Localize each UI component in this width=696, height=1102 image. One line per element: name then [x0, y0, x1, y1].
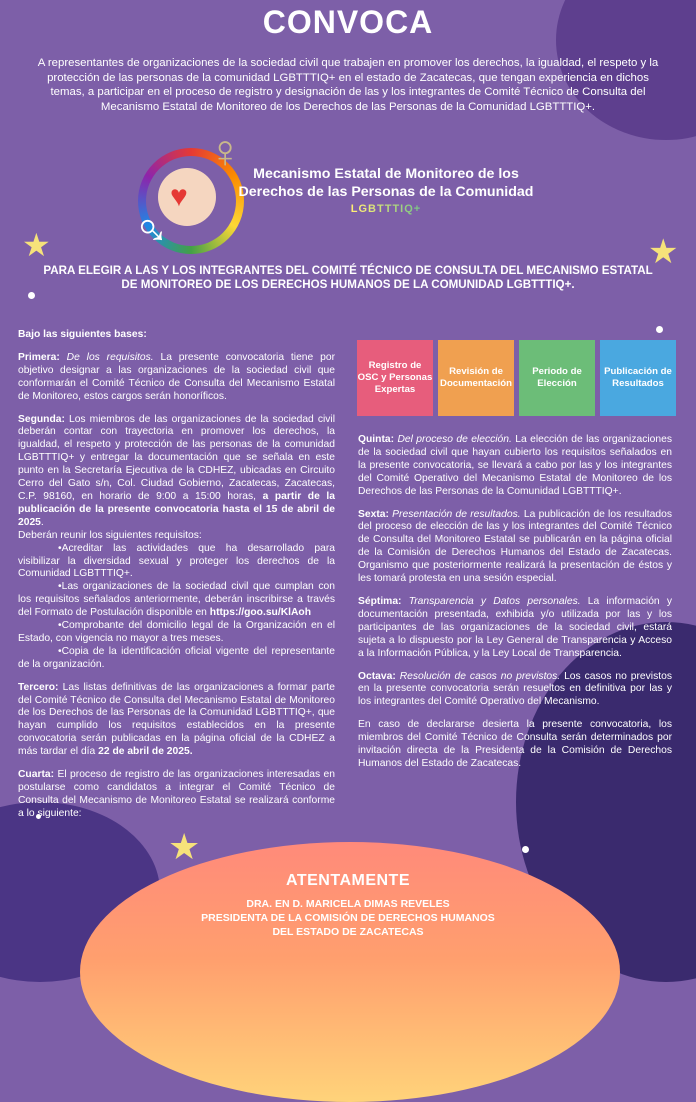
page-title: CONVOCA: [262, 4, 434, 40]
requirement-item: •Las organizaciones de la sociedad civil que cumplan con los requisitos señalados anteriormente, deberán inscribirse a través del Formato de Postulación disponible en https://goo.su/KlAoh: [18, 581, 335, 619]
mars-symbol-icon: ♂: [124, 212, 177, 248]
closing-label: ATENTAMENTE: [285, 872, 410, 889]
intro-text: A representantes de organizaciones de la sociedad civil que trabajen en promover los derechos, la igualdad, el respeto y la protección de las personas de la comunidad LGBTTTIQ+ en el estado de Zacatecas, que tengan experiencia en dichos temas, a participar en el proceso de registro y designación de las y los integrantes de Comité Técnico de Consulta del Mecanismo Estatal de Monitoreo de los Derechos de las Personas de la Comunidad LGBTTTIQ+.: [37, 57, 659, 113]
signatory-position: PRESIDENTA DE LA COMISIÓN DE DERECHOS HUMANOS: [201, 912, 495, 924]
decorative-dot: [656, 326, 663, 333]
base-tercero: Tercero: Las listas definitivas de las organizaciones a formar parte del Comité Técnico de Consulta del Mecanismo Estatal de Monitoreo de los Derechos de las Personas de la Comunidad LGBTTTIQ+, que hayan cumplido los requisitos establecidos en la presente convocatoria serán publicadas en la página oficial de la CDHEZ a más tardar el día 22 de abril de 2025.: [18, 681, 335, 758]
base-cuarta: Cuarta: El proceso de registro de las organizaciones interesadas en postularse como candidatos a integrar el Comité Técnico de Consulta del Mecanismo de Monitoreo Estatal se realizará conforme a lo siguiente:: [18, 769, 335, 819]
decorative-dot: [522, 846, 529, 853]
signatory-name: DRA. EN D. MARICELA DIMAS REVELES: [246, 898, 450, 910]
requirement-item: •Comprobante del domicilio legal de la Organización en el Estado, con vigencia no mayor a tres meses.: [18, 620, 335, 644]
base-quinta: Quinta: Del proceso de elección. La elección de las organizaciones de la sociedad civil que hayan cubierto los requisitos señalados en la presente convocatoria, se llevará a cabo por las y los integrantes del Comité Operativo del Mecanismo Estatal de Monitoreo de los Derechos de las Personas de la Comunidad LGBTTTIQ+.: [358, 434, 672, 497]
star-icon: ★: [22, 227, 51, 263]
step-revision: Revisión de Documentación: [438, 340, 514, 416]
step-periodo: Periodo de Elección: [519, 340, 595, 416]
base-sexta: Sexta: Presentación de resultados. La publicación de los resultados del proceso de elección de las y los integrantes del Comité Técnico de Consulta del Monitoreo Estatal se publicarán en la página oficial de la Comisión de Derechos Humanos del Estado de Zacatecas. Organismo que posteriormente realizará la presentación de éstos y les tomará protesta en una sesión especial.: [358, 508, 672, 585]
decorative-dot: [28, 292, 35, 299]
base-primera: Primera: De los requisitos. La presente convocatoria tiene por objetivo designar a las organizaciones de la sociedad civil que conformarán el Comité Técnico de Consulta del Mecanismo Estatal de Monitoreo, estos cargos serán honoríficos.: [18, 351, 335, 402]
bases-right-column: [358, 434, 672, 781]
purpose-heading: PARA ELEGIR A LAS Y LOS INTEGRANTES DEL COMITÉ TÉCNICO DE CONSULTA DEL MECANISMO ESTATAL DE MONITOREO DE LOS DERECHOS HUMANOS DE LA COMUNIDAD LGBTTTIQ+.: [43, 264, 653, 291]
signatory-entity: DEL ESTADO DE ZACATECAS: [272, 926, 424, 938]
base-octava: Octava: Resolución de casos no previstos. Los casos no previstos en la presente convocatoria serán resueltos en definitiva por las y los integrantes del Comité Operativo del Mecanismo.: [358, 670, 672, 708]
mechanism-title: Mecanismo Estatal de Monitoreo de los Derechos de las Personas de la Comunidad: [238, 166, 534, 200]
star-icon: ★: [168, 826, 201, 867]
step-publicacion: Publicación de Resultados: [600, 340, 676, 416]
registration-link[interactable]: https://goo.su/KlAoh: [209, 607, 312, 619]
mechanism-subtitle: LGBTTTIQ+: [236, 203, 536, 215]
requirements-intro: Deberán reunir los siguientes requisitos:: [18, 529, 202, 541]
base-septima: Séptima: Transparencia y Datos personales. La información y documentación presentada, exhibida y/o utilizada por las y los participantes de las organizaciones de la sociedad civil, estará sujeta a lo dispuesto por la Ley General de Transparencia y Acceso a la Información Pública, y la Ley Local de Transparencia.: [358, 595, 672, 659]
venus-symbol-icon: ♀: [208, 125, 243, 177]
requirement-item: •Acreditar las actividades que ha desarrollado para visibilizar la diversidad sexual y proteger los derechos de la Comunidad LGBTTTIQ+.: [18, 542, 335, 580]
process-steps: [357, 340, 677, 416]
base-segunda: Segunda: Los miembros de las organizaciones de la sociedad civil deberán contar con trayectoria en promover los derechos, la igualdad, el respeto y protección de las personas de la comunidad LGBTTTIQ+ y entregar la documentación que se señala en este punto en la Secretaría Ejecutiva de la CDHEZ, ubicadas en Circuito Cerro del Gato s/n, Col. Ciudad Gobierno, Zacatecas, Zacatecas, C.P. 98160, en horario de 9:00 a 15:00 horas, a partir de la publicación de la presente convocatoria hasta el 15 de abril de 2025.: [18, 413, 335, 528]
requirement-item: •Copia de la identificación oficial vigente del representante de la organización.: [18, 645, 335, 670]
step-registro: Registro de OSC y Personas Expertas: [357, 340, 433, 416]
bases-left-column: [18, 329, 335, 831]
heart-hands-icon: ♥: [170, 180, 188, 213]
bases-intro: Bajo las siguientes bases:: [18, 329, 147, 340]
desierta-note: En caso de declararse desierta la presente convocatoria, los miembros del Comité Técnico de Consulta serán determinados por invitación directa de la Presidenta de la Comisión de Derechos Humanos del Estado de Zacatecas.: [358, 719, 672, 769]
star-icon: ★: [648, 233, 679, 271]
